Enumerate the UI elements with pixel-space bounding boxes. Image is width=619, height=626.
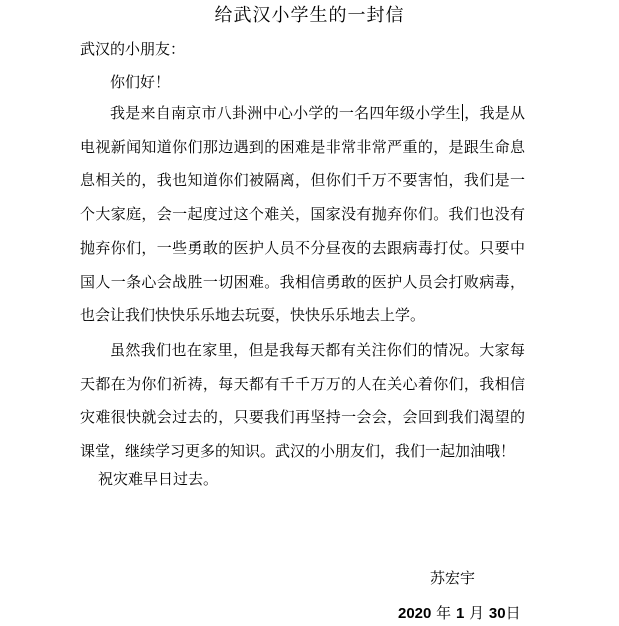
body-paragraph-2[interactable]: 虽然我们也在家里，但是我每天都有关注你们的情况。大家每天都在为你们祈祷，每天都有千千万万的人在关心着你们，我相信灾难很快就会过去的，只要我们再坚持一会会，会回到我们渴望的课堂，继续学习更多的知识。武汉的小朋友们，我们一起加油哦！ bbox=[80, 341, 525, 461]
paragraph-1-text-start: 我是来自南京市八卦洲中心小学的一名四年级小学生 bbox=[110, 104, 461, 122]
body-paragraph-1[interactable] bbox=[80, 97, 525, 333]
date-month-unit: 月 bbox=[469, 604, 485, 622]
paragraph-1-text-end: ，我是从电视新闻知道你们那边遇到的困难是非常非常严重的，是跟生命息息相关的，我也知道你们被隔离，但你们千万不要害怕，我们是一个大家庭，会一起度过这个难关，国家没有抛弃你们。我们也没有抛弃你们，一些勇敢的医护人员不分昼夜的去跟病毒打仗。只要中国人一条心会战胜一切困难。我相信勇敢的医护人员会打败病毒，也会让我们快快乐乐地去玩耍，快快乐乐地去上学。 bbox=[80, 104, 525, 325]
closing-line: 祝灾难早日过去。 bbox=[98, 470, 219, 488]
signer-name: 苏宏宇 bbox=[430, 569, 476, 587]
letter-title: 给武汉小学生的一封信 bbox=[214, 5, 405, 26]
salutation: 武汉的小朋友： bbox=[80, 40, 186, 58]
greeting: 你们好！ bbox=[110, 73, 171, 91]
date-year-unit: 年 bbox=[436, 604, 452, 622]
letter-date bbox=[398, 602, 521, 625]
date-year: 2020 bbox=[398, 605, 432, 622]
date-month: 1 bbox=[455, 605, 465, 622]
text-cursor bbox=[462, 104, 463, 121]
date-day-unit: 日 bbox=[505, 604, 521, 622]
date-day: 30 bbox=[488, 605, 506, 622]
